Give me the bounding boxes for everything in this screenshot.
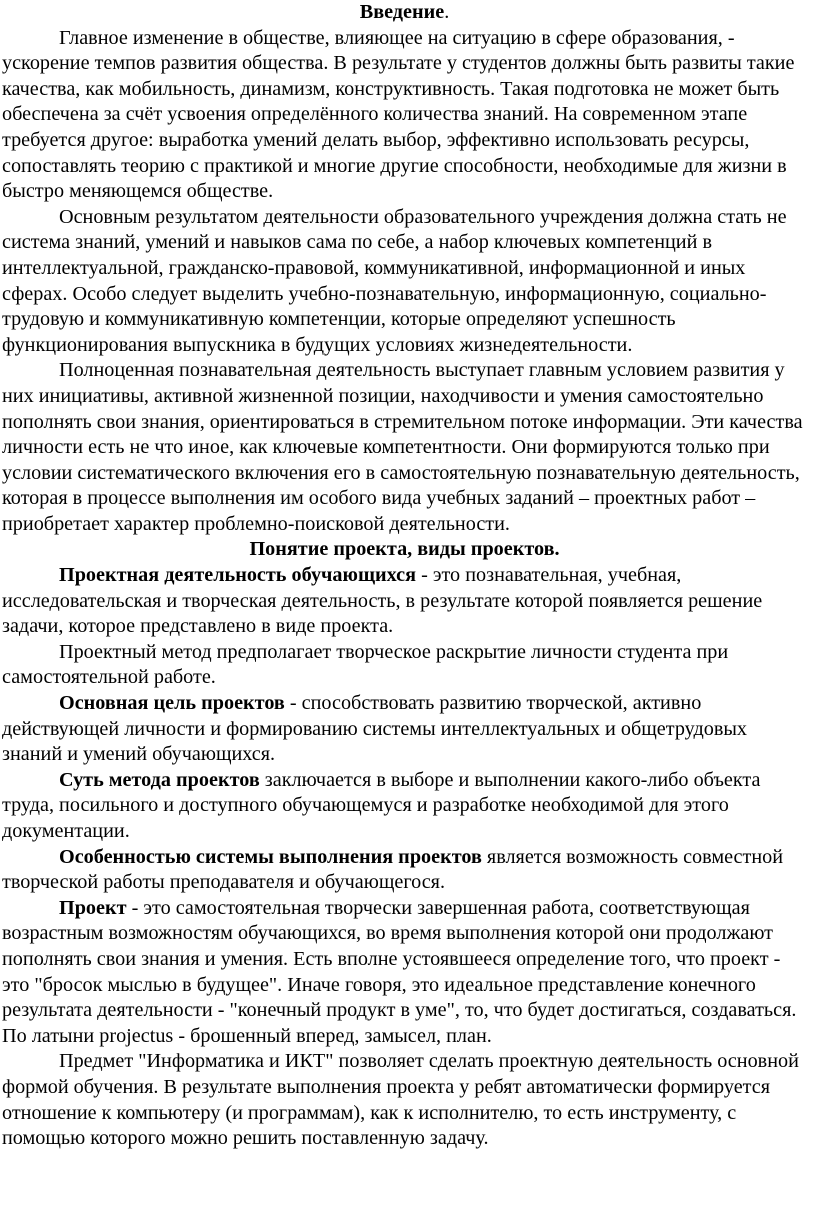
paragraph-project-method: Проектный метод предполагает творческое раскрытие личности студента при самостоятельной работе. [2,640,729,689]
intro-heading [2,0,807,26]
intro-paragraph-2: Основным результатом деятельности образовательного учреждения должна стать не система знаний, умений и навыков сама по себе, а набор ключевых компетенций в интеллектуальной, гражданско-правовой, коммуникативной, информационной и иных сферах. Особо следует выделить учебно-познавательную, информационную, социально-трудовую и коммуникативную компетенции, которые определяют успешность функционирования выпускника в будущих условиях жизнедеятельности. [2,205,787,356]
paragraph-informatics-subject: Предмет "Информатика и ИКТ" позволяет сделать проектную деятельность основной формой обучения. В результате выполнения проекта у ребят автоматически формируется отношение к компьютеру (и программам), как к исполнителю, то есть инструменту, с помощью которого можно решить поставленную задачу. [2,1050,799,1150]
paragraph-project-definition [2,896,807,1050]
definition-project: - это самостоятельная творчески завершенная работа, соответствующая возрастным возможностям обучающихся, во время выполнения которой они продолжают пополнять свои знания и умения. Есть вполне устоявшееся определение того, что проект - это "бросок мыслью в будущее". Иначе говоря, это идеальное представление конечного результата деятельности - "конечный продукт в уме", то, что будет достигаться, создаваться. По латыни projectus - брошенный вперед, замысел, план. [2,896,797,1047]
paragraph-main-goal [2,691,807,768]
intro-paragraph-1: Главное изменение в обществе, влияющее на ситуацию в сфере образования, - ускорение темпов развития общества. В результате у студентов должны быть развиты такие качества, как мобильность, динамизм, конструктивность. Такая подготовка не может быть обеспечена за счёт усвоения определённого количества знаний. На современном этапе требуется другое: выработка умений делать выбор, эффективно использовать ресурсы, сопоставлять теорию с практикой и многие другие способности, необходимые для жизни в быстро меняющемся обществе. [2,26,795,203]
definition-method-essence: заключается в выборе и выполнении какого-либо объекта труда, посильного и доступного обучающемуся и разработке необходимой для этого документации. [2,768,761,842]
term-project-activity: Проектная деятельность обучающихся [59,564,417,587]
paragraph-project-activity [2,563,807,640]
intro-heading-text: Введение [359,1,445,23]
paragraph-system-feature [2,845,807,896]
term-main-goal: Основная цель проектов [59,692,285,715]
section-heading-project-concept: Понятие проекта, виды проектов. [249,538,560,561]
term-project: Проект [59,896,127,919]
intro-heading-period: . [444,1,450,23]
term-system-feature: Особенностью системы выполнения проектов [59,845,482,868]
definition-main-goal: - способствовать развитию творческой, активно действующей личности и формированию системы интеллектуальных и общетрудовых знаний и умений обучающихся. [2,692,748,766]
paragraph-method-essence [2,768,807,845]
definition-system-feature: является возможность совместной творческой работы преподавателя и обучающегося. [2,845,784,894]
term-method-essence: Суть метода проектов [59,768,260,791]
intro-paragraph-3: Полноценная познавательная деятельность выступает главным условием развития у них инициативы, активной жизненной позиции, находчивости и умения самостоятельно пополнять свои знания, ориентироваться в стремительном потоке информации. Эти качества личности есть не что иное, как ключевые компетентности. Они формируются только при условии систематического включения его в самостоятельную познавательную деятельность, которая в процессе выполнения им особого вида учебных заданий – проектных работ – приобретает характер проблемно-поисковой деятельности. [2,359,803,535]
definition-project-activity: - это познавательная, учебная, исследовательская и творческая деятельность, в результате которой появляется решение задачи, которое представлено в виде проекта. [2,564,763,638]
